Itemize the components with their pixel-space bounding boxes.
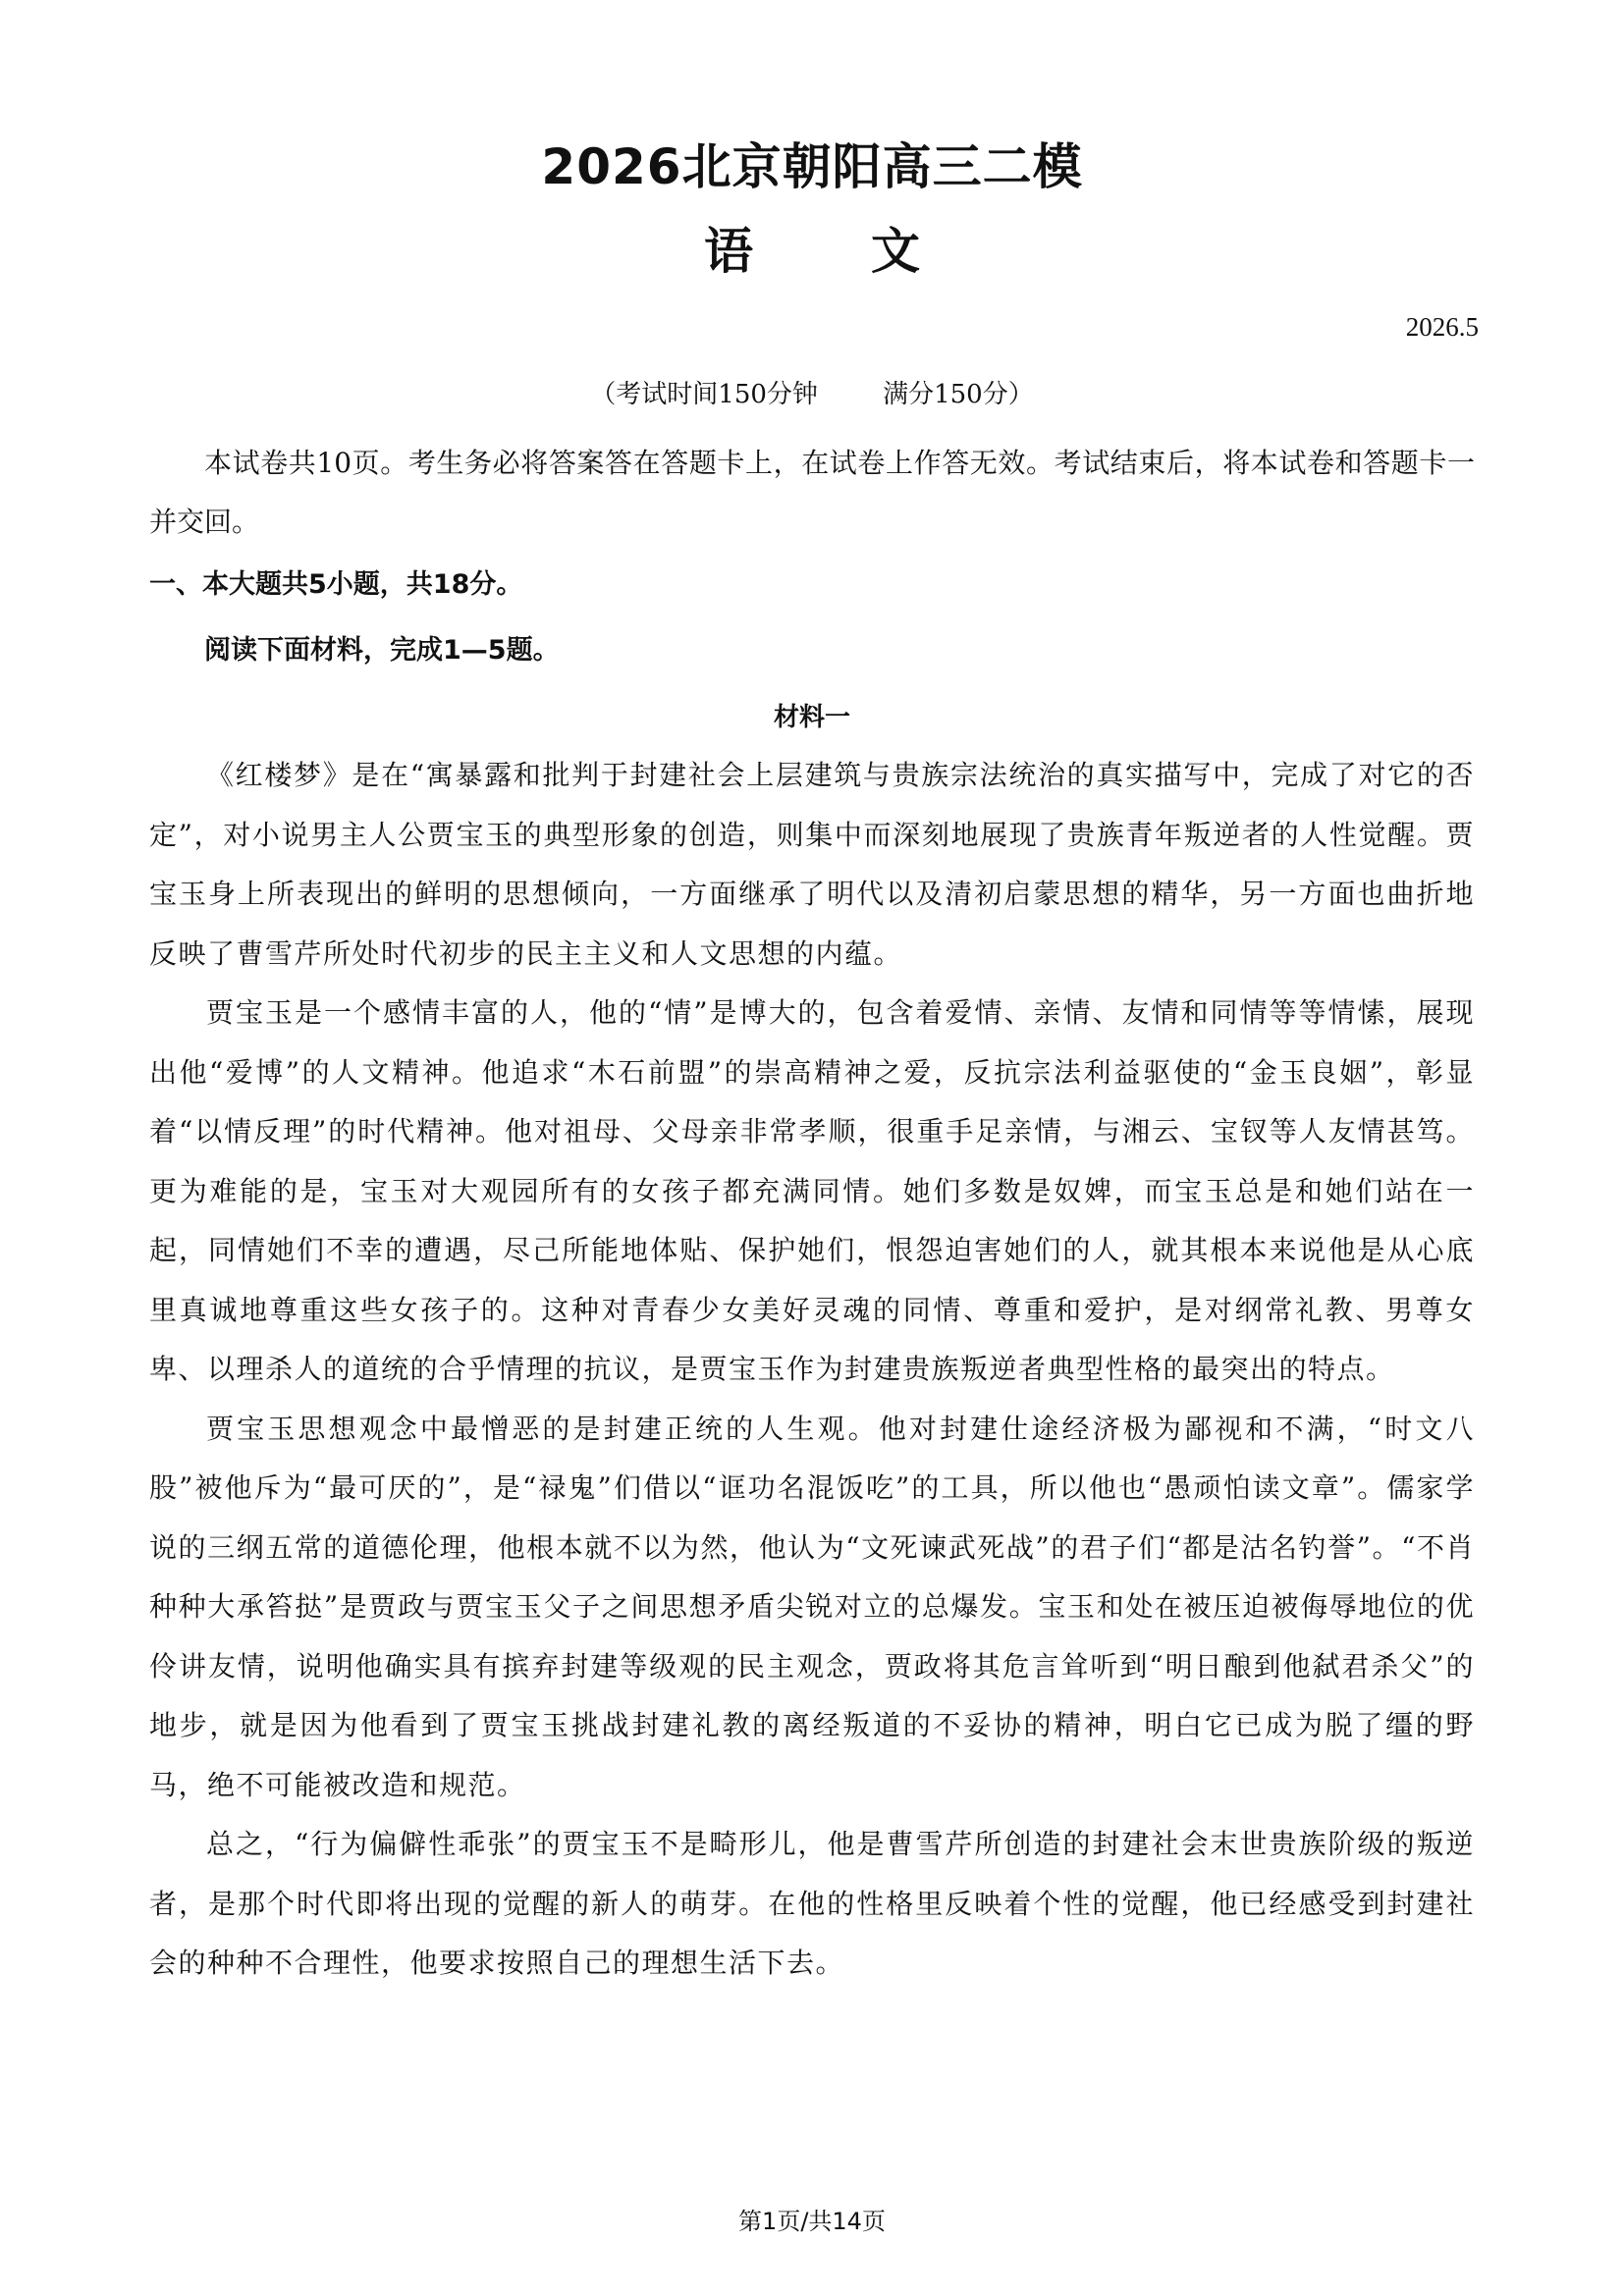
exam-instructions: 本试卷共10页。考生务必将答案答在答题卡上，在试卷上作答无效。考试结束后，将本试卷和答题卡一并交回。: [149, 447, 1475, 538]
paragraph: 总之，“行为偏僻性乖张”的贾宝玉不是畸形儿，他是曹雪芹所创造的封建社会末世贵族阶级的叛逆者，是那个时代即将出现的觉醒的新人的萌芽。在他的性格里反映着个性的觉醒，他已经感受到封建社会的种种不合理性，他要求按照自己的理想生活下去。: [149, 1828, 1475, 1979]
full-score: 满分150分）: [883, 380, 1034, 409]
paragraph: 贾宝玉思想观念中最憎恶的是封建正统的人生观。他对封建仕途经济极为鄙视和不满，“时文八股”被他斥为“最可厌的”，是“禄鬼”们借以“诓功名混饭吃”的工具，所以他也“愚顽怕读文章”。儒家学说的三纲五常的道德伦理，他根本就不以为然，他认为“文死谏武死战”的君子们“都是沽名钓誉”。“不肖种种大承笞挞”是贾政与贾宝玉父子之间思想矛盾尖锐对立的总爆发。宝玉和处在被压迫被侮辱地位的优伶讲友情，说明他确实具有摈弃封建等级观的民主观念，贾政将其危言耸听到“明日酿到他弑君杀父”的地步，就是因为他看到了贾宝玉挑战封建礼教的离经叛道的不妥协的精神，明白它已成为脱了缰的野马，绝不可能被改造和规范。: [149, 1412, 1475, 1801]
page-number: 第1页/共14页: [738, 2208, 886, 2235]
paragraph: 《红楼梦》是在“寓暴露和批判于封建社会上层建筑与贵族宗法统治的真实描写中，完成了对它的否定”，对小说男主人公贾宝玉的典型形象的创造，则集中而深刻地展现了贵族青年叛逆者的人性觉醒。贾宝玉身上所表现出的鲜明的思想倾向，一方面继承了明代以及清初启蒙思想的精华，另一方面也曲折地反映了曹雪芹所处时代初步的民主主义和人文思想的内蕴。: [149, 759, 1475, 970]
material-title: 材料一: [773, 703, 850, 732]
exam-info-gap: [818, 380, 883, 409]
exam-time: （考试时间150分钟: [590, 380, 818, 409]
section-heading: 一、本大题共5小题，共18分。: [149, 569, 523, 600]
exam-date: 2026.5: [1405, 312, 1479, 342]
subject-title: 语文: [704, 223, 1038, 280]
exam-info: [0, 377, 1624, 412]
paragraph: 贾宝玉是一个感情丰富的人，他的“情”是博大的，包含着爱情、亲情、友情和同情等等情愫，展现出他“爱博”的人文精神。他追求“木石前盟”的崇高精神之爱，反抗宗法利益驱使的“金玉良姻”，彰显着“以情反理”的时代精神。他对祖母、父母亲非常孝顺，很重手足亲情，与湘云、宝钗等人友情甚笃。更为难能的是，宝玉对大观园所有的女孩子都充满同情。她们多数是奴婢，而宝玉总是和她们站在一起，同情她们不幸的遭遇，尽己所能地体贴、保护她们，恨怨迫害她们的人，就其根本来说他是从心底里真诚地尊重这些女孩子的。这种对青春少女美好灵魂的同情、尊重和爱护，是对纲常礼教、男尊女卑、以理杀人的道统的合乎情理的抗议，是贾宝玉作为封建贵族叛逆者典型性格的最突出的特点。: [149, 996, 1475, 1385]
exam-title: 2026北京朝阳高三二模: [541, 138, 1083, 195]
material-text: [149, 746, 1475, 1994]
reading-instruction: 阅读下面材料，完成1—5题。: [204, 635, 560, 666]
